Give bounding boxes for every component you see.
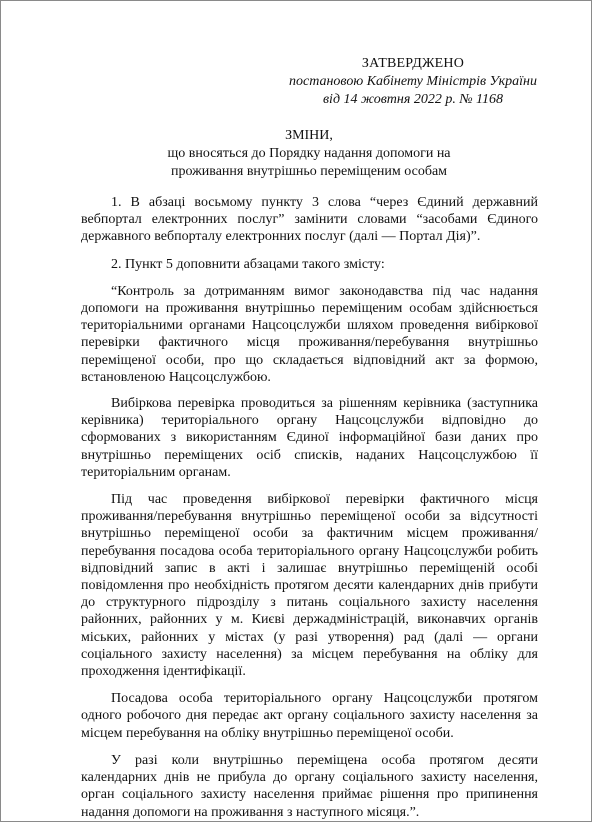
document-title [81, 127, 537, 181]
document-body [81, 194, 538, 831]
title-line-1: що вносяться до Порядку надання допомоги на [167, 146, 451, 161]
approval-stamp [283, 55, 543, 109]
paragraph-item-2: 2. Пункт 5 доповнити абзацами такого змісту: [111, 256, 385, 272]
approval-heading: ЗАТВЕРДЖЕНО [361, 56, 465, 71]
paragraph-act-transfer: Посадова особа територіального органу Нацсоцслужби протягом одного робочого дня передає акт органу соціального захисту населення за місцем перебування на обліку внутрішньо переміщеної особи. [81, 691, 538, 741]
paragraph-item-1: 1. В абзаці восьмому пункту 3 слова “через Єдиний державний вебпортал електронних послуг” замінити словами “засобами Єдиного державного вебпорталу електронних послуг (далі — Портал Дія)”. [81, 195, 538, 245]
approval-resolution: постановою Кабінету Міністрів України [288, 74, 537, 89]
paragraph-selective-check: Вибіркова перевірка проводиться за рішенням керівника (заступника керівника) територіального органу Нацсоцслужби відповідно до сформованих з використанням Єдиної інформаційної бази даних про внутрішньо переміщених осіб списків, наданих Нацсоцслужбою її територіальним органам. [81, 396, 538, 480]
paragraph-quote-control: “Контроль за дотриманням вимог законодавства під час надання допомоги на проживання внутрішньо переміщеним особам здійснюється територіальними органами Нацсоцслужби шляхом проведення вибіркової перевірки фактичного місця проживання/перебування внутрішньо переміщеної особи, про що складається відповідний акт за формою, встановленою Нацсоцслужбою. [81, 283, 538, 385]
paragraph-termination: У разі коли внутрішньо переміщена особа протягом десяти календарних днів не прибула до органу соціального захисту населення, орган соціального захисту населення приймає рішення про припинення надання допомоги на проживання з наступного місяця.”. [81, 752, 538, 820]
title-line-2: проживання внутрішньо переміщеним особам [170, 164, 448, 179]
title-heading: ЗМІНИ, [285, 128, 333, 143]
paragraph-check-procedure: Під час проведення вибіркової перевірки фактичного місця проживання/перебування внутрішньо переміщеної особи за відсутності внутрішньо переміщеної особи за фактичним місцем проживання/перебування посадова особа територіального органу Нацсоцслужби робить відповідний запис в акті і залишає внутрішньо переміщеній особі повідомлення про необхідність протягом десяти календарних днів прибути до структурного підрозділу з питань соціального захисту населення районних, районних у м. Києві держадміністрацій, виконавчих органів міських, районних у містах (у разі утворення) рад (далі — органи соціального захисту населення) за місцем перебування на обліку для проходження ідентифікації. [81, 492, 538, 680]
approval-date: від 14 жовтня 2022 р. № 1168 [322, 92, 504, 107]
